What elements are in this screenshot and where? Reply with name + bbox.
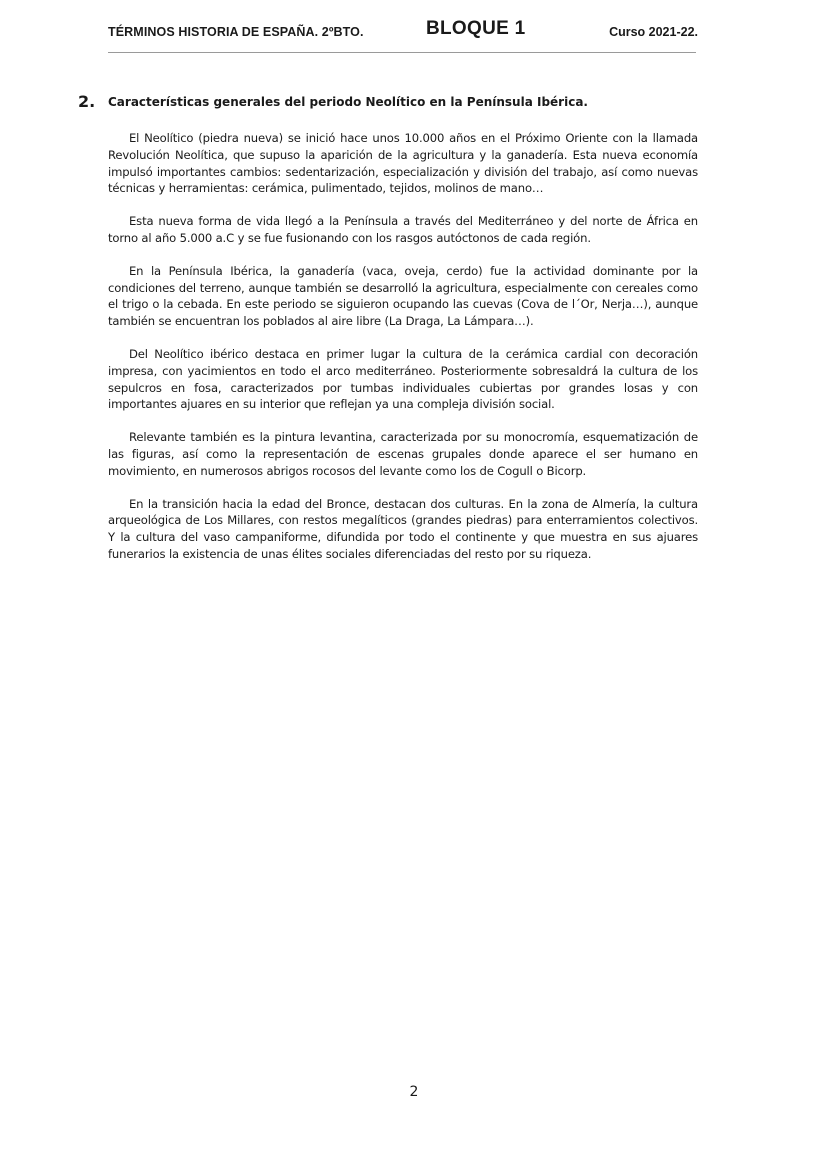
header-course-title: TÉRMINOS HISTORIA DE ESPAÑA. 2ºBTO. (108, 25, 364, 39)
paragraph: El Neolítico (piedra nueva) se inició hace unos 10.000 años en el Próximo Oriente con la llamada Revolución Neolítica, que supuso la aparición de la agricultura y la ganadería. Esta nueva economía impulsó importantes cambios: sedentarización, especialización y división del trabajo, así como nuevas técnicas y herramientas: cerámica, pulimentado, tejidos, molinos de mano… (108, 131, 698, 196)
paragraph: En la transición hacia la edad del Bronce, destacan dos culturas. En la zona de Almería, la cultura arqueológica de Los Millares, con restos megalíticos (grandes piedras) para enterramientos colectivos. Y la cultura del vaso campaniforme, difundida por todo el continente y que muestra en sus ajuares funerarios la existencia de unas élites sociales diferenciadas del resto por su riqueza. (108, 496, 698, 561)
body-text (108, 130, 698, 579)
section-title: Características generales del periodo Neolítico en la Península Ibérica. (108, 95, 588, 109)
header-divider (108, 52, 696, 53)
paragraph: Relevante también es la pintura levantina, caracterizada por su monocromía, esquematización de las figuras, así como la representación de escenas grupales donde aparece el ser humano en movimiento, en numerosos abrigos rocosos del levante como los de Cogull o Bicorp. (108, 430, 698, 478)
paragraph: Esta nueva forma de vida llegó a la Península a través del Mediterráneo y del norte de África en torno al año 5.000 a.C y se fue fusionando con los rasgos autóctonos de cada región. (108, 214, 698, 245)
section-number: 2. (78, 92, 96, 111)
section-heading (78, 92, 718, 111)
page-number: 2 (409, 1084, 419, 1100)
page-header (108, 18, 698, 46)
header-block-title: BLOQUE 1 (426, 18, 526, 39)
header-school-year: Curso 2021-22. (609, 25, 698, 39)
paragraph: En la Península Ibérica, la ganadería (vaca, oveja, cerdo) fue la actividad dominante por la condiciones del terreno, aunque también se desarrolló la agricultura, especialmente con cereales como el trigo o la cebada. En este periodo se siguieron ocupando las cuevas (Cova de l´Or, Nerja…), aunque también se encuentran los poblados al aire libre (La Draga, La Lámpara…). (108, 263, 698, 329)
paragraph: Del Neolítico ibérico destaca en primer lugar la cultura de la cerámica cardial con decoración impresa, con yacimientos en todo el arco mediterráneo. Posteriormente sobresaldrá la cultura de los sepulcros en fosa, caracterizados por tumbas individuales cubiertas por grandes losas y con importantes ajuares en su interior que reflejan ya una compleja división social. (108, 346, 698, 412)
